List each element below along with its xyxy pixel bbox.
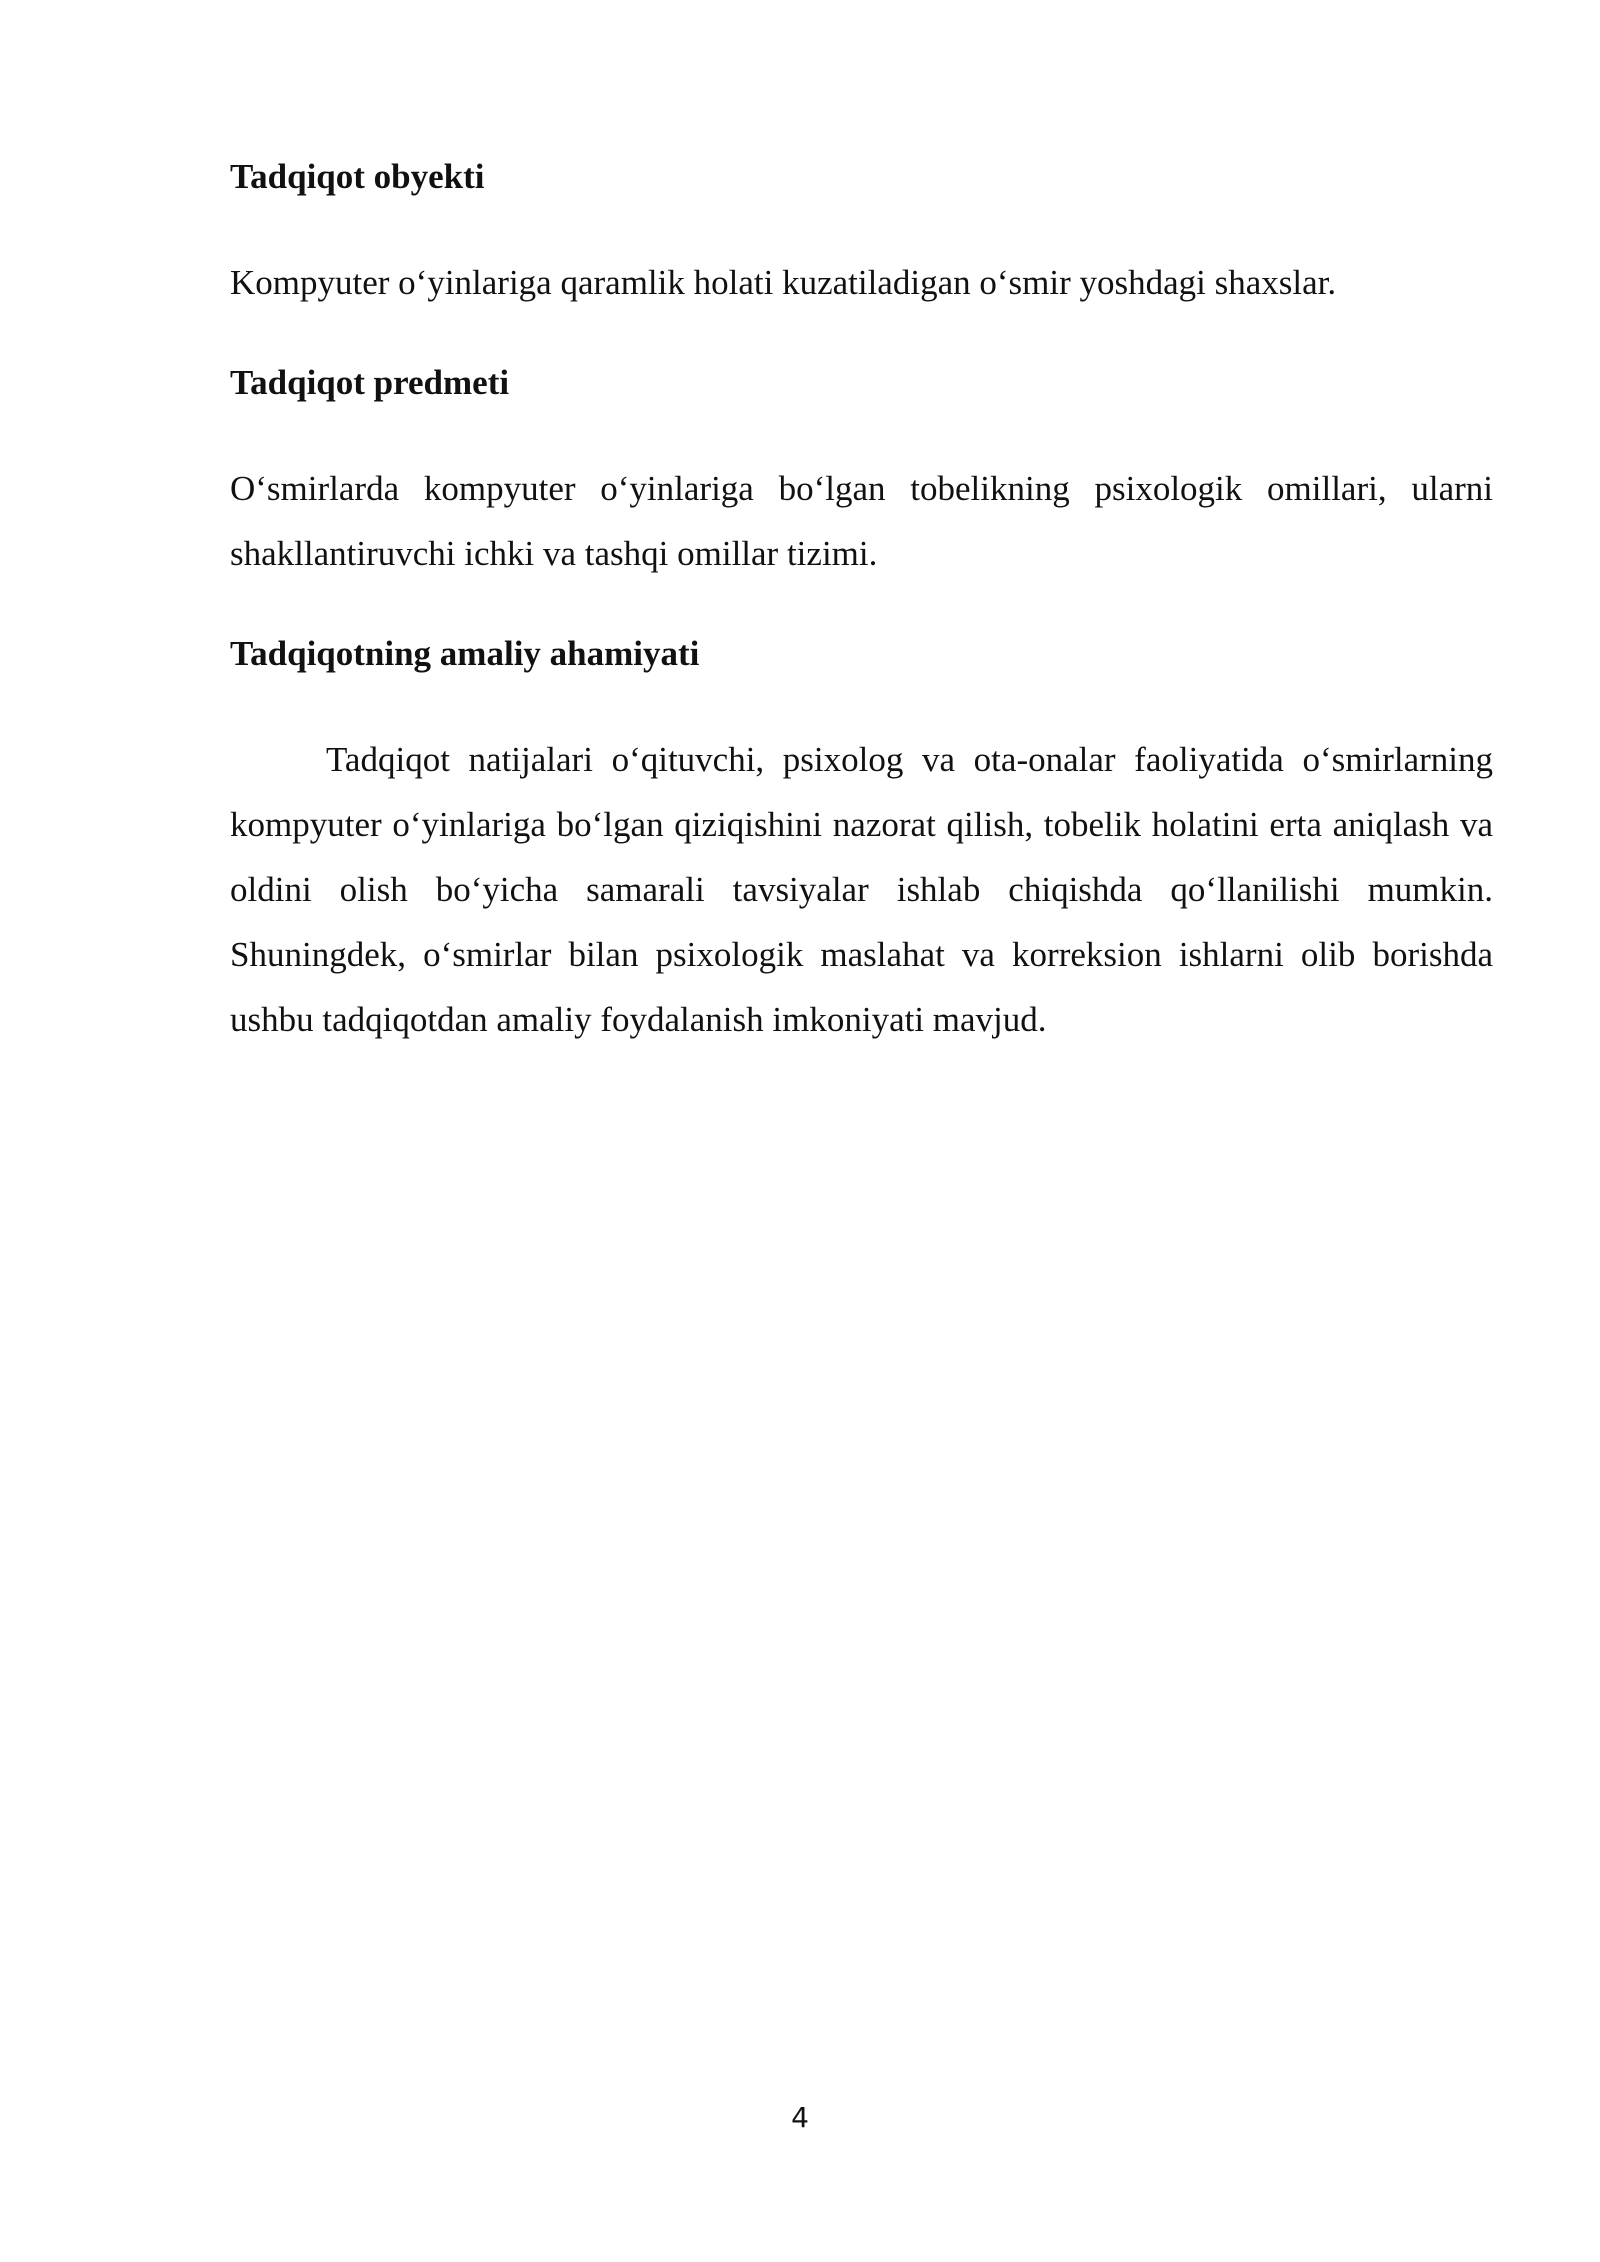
section-text-subject: O‘smirlarda kompyuter o‘yinlariga bo‘lgan tobelikning psixologik omillari, ularni shakllantiruvchi ichki va tashqi omillar tizimi. xyxy=(230,469,1493,573)
section-text-practical-significance: Tadqiqot natijalari o‘qituvchi, psixolog va ota-onalar faoliyatida o‘smirlarning kompyuter o‘yinlariga bo‘lgan qiziqishini nazorat qilish, tobelik holatini erta aniqlash va oldini olish bo‘yicha samarali tavsiyalar ishlab chiqishda qo‘llanilishi mumkin. Shuningdek, o‘smirlar bilan psixologik maslahat va korreksion ishlarni olib borishda ushbu tadqiqotdan amaliy foydalanish imkoniyati mavjud. xyxy=(230,740,1493,1039)
section-text-object: Kompyuter o‘yinlariga qaramlik holati kuzatiladigan o‘smir yoshdagi shaxslar. xyxy=(230,263,1337,302)
section-heading-subject: Tadqiqot predmeti xyxy=(230,363,510,402)
section-heading-object: Tadqiqot obyekti xyxy=(230,157,485,196)
page-number: 4 xyxy=(791,2101,809,2134)
section-heading-practical-significance: Tadqiqotning amaliy ahamiyati xyxy=(230,634,700,673)
page-content xyxy=(230,148,1493,1091)
